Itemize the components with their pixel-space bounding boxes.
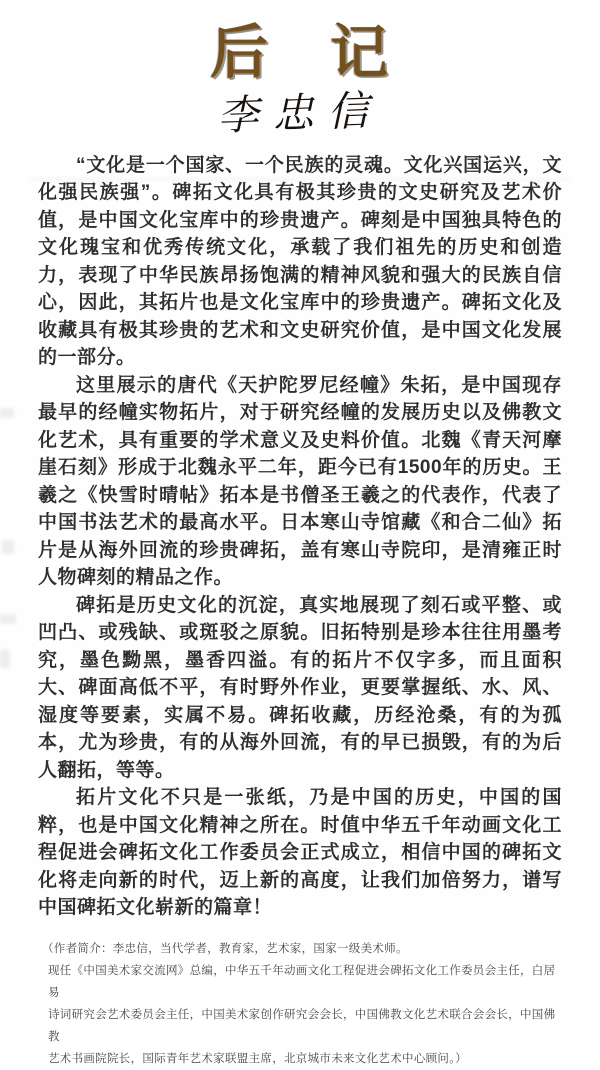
scan-artifact	[2, 540, 14, 554]
author-signature: 李忠信	[216, 85, 384, 140]
body-text	[38, 152, 562, 922]
paragraph-3: 碑拓是历史文化的沉淀，真实地展现了刻石或平整、或凹凸、或残缺、或斑驳之原貌。旧拓特别是珍本往往用墨考究，墨色黝黑，墨香四溢。有的拓片不仅字多，而且面积大、碑面高低不平，有时野外作业，更要掌握纸、水、风、湿度等要素，实属不易。碑拓收藏，历经沧桑，有的为孤本，尤为珍贵，有的从海外回流，有的早已损毁，有的为后人翻拓，等等。	[38, 594, 562, 781]
bio-line-1: （作者简介：李忠信，当代学者，教育家，艺术家，国家一级美术师。	[42, 942, 408, 955]
page-title: 后 记	[209, 20, 390, 85]
bio-line-3: 诗词研究会艺术委员会主任，中国美术家创作研究会会长，中国佛教文化艺术联合会会长，中国佛教	[48, 1008, 556, 1043]
scan-artifact	[0, 408, 14, 418]
author-bio	[42, 938, 558, 1070]
book-page	[0, 20, 600, 1065]
bio-line-4: 艺术书画院院长，国际青年艺术家联盟主席，北京城市未来文化艺术中心顾问。）	[48, 1052, 468, 1065]
paragraph-1: “文化是一个国家、一个民族的灵魂。文化兴国运兴，文化强民族强”。碑拓文化具有极其珍贵的文史研究及艺术价值，是中国文化宝库中的珍贵遗产。碑刻是中国独具特色的文化瑰宝和优秀传统文化，承载了我们祖先的历史和创造力，表现了中华民族昂扬饱满的精神风貌和强大的民族自信心，因此，其拓片也是文化宝库中的珍贵遗产。碑拓文化及收藏具有极其珍贵的艺术和文史研究价值，是中国文化发展的一部分。	[38, 154, 562, 369]
scan-artifact	[0, 614, 16, 624]
paragraph-2: 这里展示的唐代《天护陀罗尼经幢》朱拓，是中国现存最早的经幢实物拓片，对于研究经幢的发展历史以及佛教文化艺术，具有重要的学术意义及史料价值。北魏《青天河摩崖石刻》形成于北魏永平二年，距今已有1500年的历史。王羲之《快雪时晴帖》拓本是书僧圣王羲之的代表作，代表了中国书法艺术的最高水平。日本寒山寺馆藏《和合二仙》拓片是从海外回流的珍贵碑拓，盖有寒山寺院印，是清雍正时人物碑刻的精品之作。	[38, 374, 562, 589]
scan-artifact	[0, 650, 10, 668]
bio-line-2: 现任《中国美术家交流网》总编，中华五千年动画文化工程促进会碑拓文化工作委员会主任，白居易	[48, 964, 556, 999]
paragraph-4: 拓片文化不只是一张纸，乃是中国的历史，中国的国粹，也是中国文化精神之所在。时值中华五千年动画文化工程促进会碑拓文化工作委员会正式成立，相信中国的碑拓文化将走向新的时代，迈上新的高度，让我们加倍努力，谱写中国碑拓文化崭新的篇章！	[38, 787, 562, 919]
